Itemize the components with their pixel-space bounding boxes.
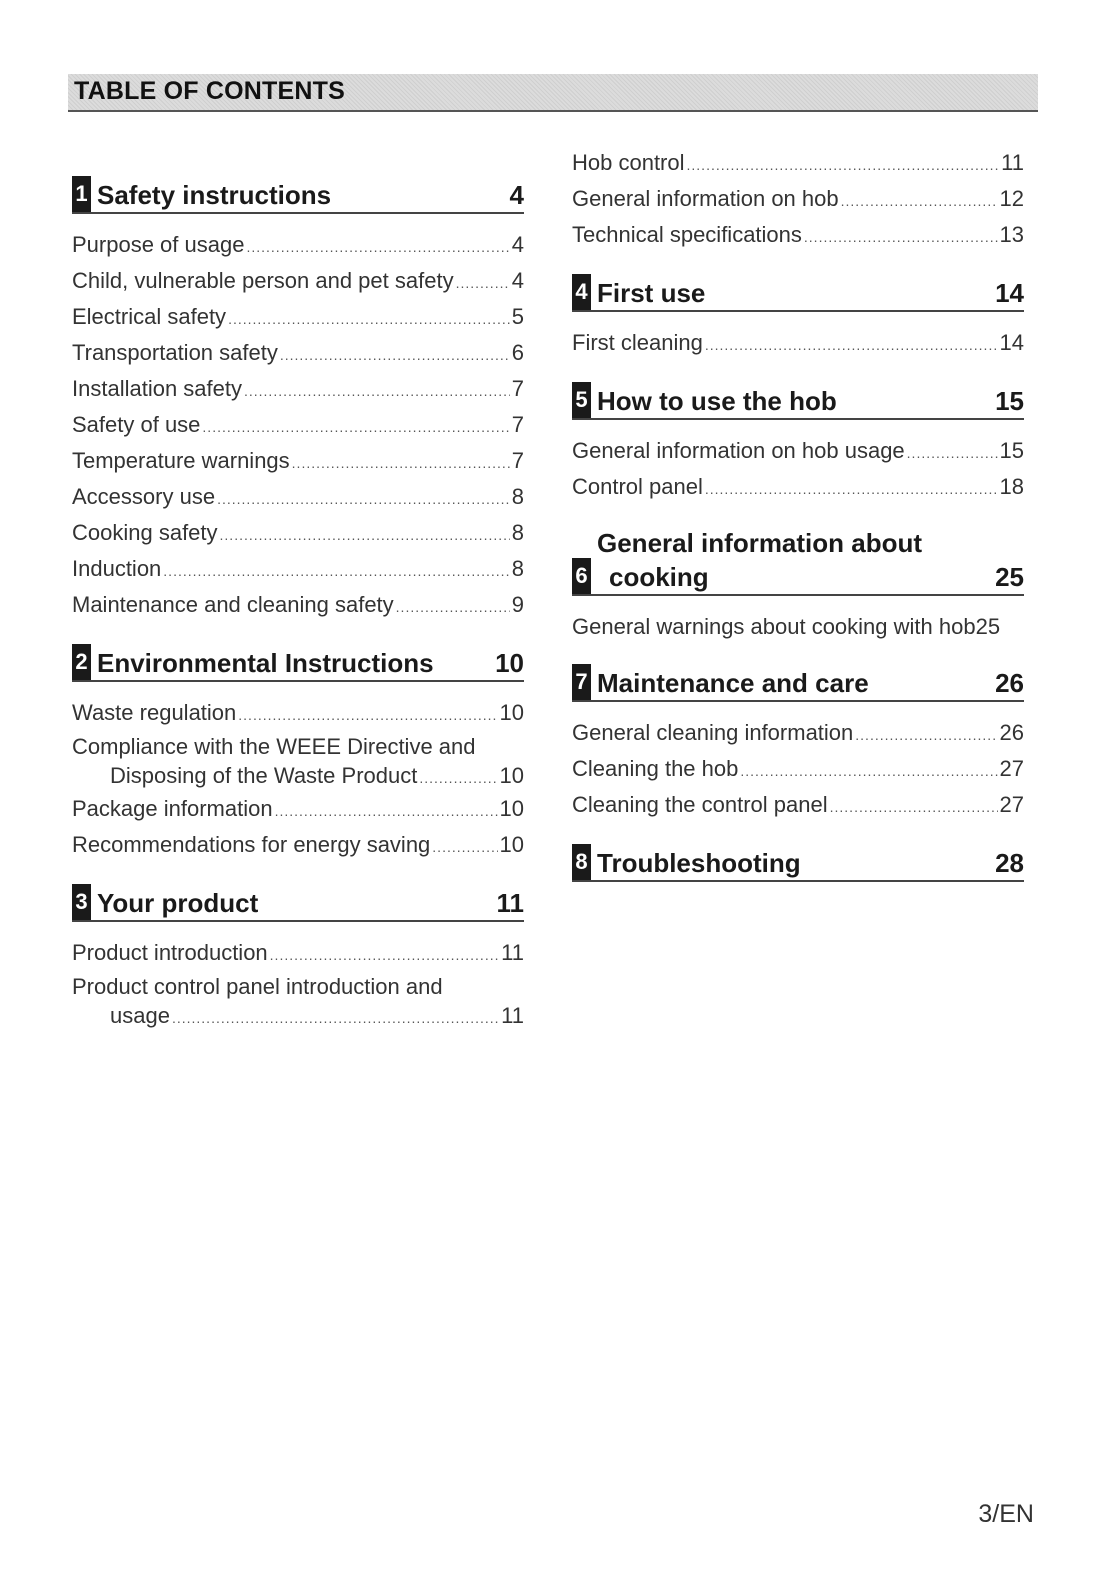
toc-entry[interactable]: [72, 408, 524, 444]
toc-entry[interactable]: [572, 182, 1024, 218]
section-page: 10: [495, 648, 524, 678]
toc-entry[interactable]: [572, 146, 1024, 182]
toc-continued-entries: [572, 146, 1024, 254]
leader-dots: [270, 936, 499, 972]
toc-entry-page: 11: [1001, 150, 1024, 175]
leader-dots: [228, 300, 510, 336]
section-number-badge: 8: [572, 844, 591, 880]
leader-dots: [705, 470, 998, 506]
left-column: [72, 176, 524, 1052]
leader-dots: [855, 716, 997, 752]
toc-section: [572, 526, 1024, 644]
toc-entry-text: Package information: [72, 796, 273, 821]
toc-entry-page: 18: [999, 474, 1024, 499]
section-page: 25: [995, 562, 1024, 592]
section-title: [97, 646, 487, 680]
toc-entry-text: Accessory use: [72, 484, 216, 509]
toc-entry-text: Compliance with the WEEE Directive and: [72, 734, 476, 759]
toc-entry[interactable]: [572, 434, 1024, 470]
section-page: 4: [509, 180, 524, 210]
section-number-badge: 5: [572, 382, 591, 418]
section-number-badge: 1: [72, 176, 91, 212]
toc-entry[interactable]: [72, 552, 524, 588]
section-title-line: Environmental Instructions: [97, 648, 434, 678]
toc-entry[interactable]: [72, 480, 524, 516]
toc-entry-text: Electrical safety: [72, 304, 227, 329]
toc-entry-text: General warnings about cooking with hob25: [572, 614, 1001, 639]
toc-entry-page: 8: [511, 556, 524, 581]
toc-entry[interactable]: [72, 732, 524, 792]
section-heading[interactable]: [72, 176, 524, 214]
toc-entry[interactable]: [572, 610, 1024, 644]
leader-dots: [246, 228, 509, 264]
toc-entry[interactable]: [572, 788, 1024, 824]
toc-section: [72, 176, 524, 624]
leader-dots: [705, 326, 998, 362]
leader-dots: [841, 182, 998, 218]
leader-dots: [280, 336, 510, 372]
toc-entry-text: Purpose of usage: [72, 232, 245, 257]
toc-entry[interactable]: [572, 752, 1024, 788]
toc-entry-text: Installation safety: [72, 376, 242, 401]
toc-entry-page: 4: [511, 268, 524, 293]
toc-entry[interactable]: [72, 588, 524, 624]
toc-entry-page: 10: [499, 700, 524, 725]
section-title-line: Maintenance and care: [597, 668, 869, 698]
toc-entry-text: Waste regulation: [72, 700, 237, 725]
toc-entry[interactable]: [72, 444, 524, 480]
toc-entry-page: 8: [511, 520, 524, 545]
toc-entry[interactable]: [572, 716, 1024, 752]
leader-dots: [163, 552, 509, 588]
toc-entry-text: Recommendations for energy saving: [72, 832, 431, 857]
section-title-line: First use: [597, 278, 706, 308]
section-title: [597, 666, 987, 700]
section-title-line: How to use the hob: [597, 386, 837, 416]
section-number-badge: 4: [572, 274, 591, 310]
section-title: [597, 276, 987, 310]
toc-entry-page: 11: [501, 1003, 524, 1028]
toc-entry-page: 10: [499, 763, 524, 788]
leader-dots: [432, 828, 497, 864]
section-title-line: General information about: [597, 528, 923, 558]
section-title-line: Safety instructions: [97, 180, 332, 210]
toc-entry-text: Temperature warnings: [72, 448, 290, 473]
toc-entry[interactable]: [72, 300, 524, 336]
toc-entry-page: 9: [511, 592, 524, 617]
leader-dots: [687, 146, 1000, 182]
right-column: [572, 146, 1024, 902]
toc-entry-page: 26: [999, 720, 1024, 745]
toc-entry[interactable]: [72, 372, 524, 408]
leader-dots: [830, 788, 998, 824]
leader-dots: [907, 434, 998, 470]
section-title: [597, 526, 987, 594]
toc-entry-text: Safety of use: [72, 412, 201, 437]
toc-section: [572, 664, 1024, 824]
toc-entry[interactable]: [72, 972, 524, 1032]
toc-entry[interactable]: [72, 336, 524, 372]
toc-entry[interactable]: [572, 470, 1024, 506]
leader-dots: [220, 516, 510, 552]
leader-dots: [217, 480, 510, 516]
toc-entry-continuation: [72, 1002, 524, 1032]
toc-entry-text: Hob control: [572, 150, 685, 175]
leader-dots: [172, 1002, 499, 1032]
toc-section: [572, 382, 1024, 506]
toc-entry-page: 12: [999, 186, 1024, 211]
toc-entry-page: 11: [501, 940, 524, 965]
toc-entry-text: Transportation safety: [72, 340, 278, 365]
toc-entry-text: Product introduction: [72, 940, 268, 965]
toc-entry[interactable]: [72, 228, 524, 264]
leader-dots: [804, 218, 998, 254]
leader-dots: [456, 264, 510, 300]
toc-entry-page: 10: [499, 832, 524, 857]
toc-entry-page: 4: [511, 232, 524, 257]
section-heading[interactable]: [572, 382, 1024, 420]
toc-entry-page: 7: [511, 412, 524, 437]
toc-section: [72, 644, 524, 864]
leader-dots: [202, 408, 509, 444]
section-number-badge: 6: [572, 558, 591, 594]
toc-entry-page: 7: [511, 376, 524, 401]
section-heading[interactable]: [72, 644, 524, 682]
leader-dots: [244, 372, 510, 408]
section-page: 15: [995, 386, 1024, 416]
toc-entry-page: 8: [511, 484, 524, 509]
leader-dots: [419, 762, 497, 792]
section-title-line-2: cooking: [609, 562, 709, 592]
toc-entry[interactable]: [572, 218, 1024, 254]
leader-dots: [396, 588, 510, 624]
section-page: 14: [995, 278, 1024, 308]
toc-entry-page: 13: [999, 222, 1024, 247]
section-heading[interactable]: [572, 274, 1024, 312]
toc-entry-text: Child, vulnerable person and pet safety: [72, 268, 454, 293]
toc-entry[interactable]: [72, 516, 524, 552]
toc-entry-text: First cleaning: [572, 330, 703, 355]
toc-entry-text: Induction: [72, 556, 162, 581]
section-title: [597, 846, 987, 880]
toc-entry-text: Cooking safety: [72, 520, 218, 545]
toc-entry[interactable]: [72, 264, 524, 300]
section-page: 11: [496, 888, 524, 918]
toc-entry-text: Maintenance and cleaning safety: [72, 592, 394, 617]
toc-entry-text: Technical specifications: [572, 222, 802, 247]
toc-entry-text: Product control panel introduction and: [72, 974, 443, 999]
toc-entry-text: General information on hob usage: [572, 438, 905, 463]
section-title-line: Troubleshooting: [597, 848, 801, 878]
toc-section: [572, 274, 1024, 362]
section-number-badge: 2: [72, 644, 91, 680]
page-number: 3/EN: [978, 1500, 1034, 1528]
toc-entry-text: General cleaning information: [572, 720, 854, 745]
toc-banner: [68, 74, 1038, 112]
section-number-badge: 3: [72, 884, 91, 920]
section-title: [97, 886, 489, 920]
toc-entry-page: 10: [499, 796, 524, 821]
toc-entry-page: 14: [999, 330, 1024, 355]
section-heading[interactable]: [572, 844, 1024, 882]
section-page: 28: [995, 848, 1024, 878]
section-heading[interactable]: [72, 884, 524, 922]
toc-entry-text: Cleaning the control panel: [572, 792, 828, 817]
toc-entry-page: 27: [999, 792, 1024, 817]
toc-entry-page: 27: [999, 756, 1024, 781]
toc-entry-page: 6: [511, 340, 524, 365]
section-heading[interactable]: [572, 664, 1024, 702]
toc-title: TABLE OF CONTENTS: [74, 77, 345, 105]
toc-entry-text: General information on hob: [572, 186, 839, 211]
toc-entry[interactable]: [572, 326, 1024, 362]
toc-entry[interactable]: [72, 828, 524, 864]
toc-section: [572, 844, 1024, 882]
section-title-line: Your product: [97, 888, 259, 918]
toc-entry-text-continued: Disposing of the Waste Product: [110, 763, 418, 788]
leader-dots: [238, 696, 497, 732]
toc-entry-continuation: [72, 762, 524, 792]
toc-entry[interactable]: [72, 696, 524, 732]
toc-entry-text-continued: usage: [110, 1003, 170, 1028]
section-page: 26: [995, 668, 1024, 698]
toc-entry[interactable]: [72, 792, 524, 828]
toc-entry-page: 15: [999, 438, 1024, 463]
toc-entry[interactable]: [72, 936, 524, 972]
section-title: [97, 178, 502, 212]
toc-entry-page: 5: [511, 304, 524, 329]
section-number-badge: 7: [572, 664, 591, 700]
toc-entry-text: Cleaning the hob: [572, 756, 739, 781]
leader-dots: [292, 444, 510, 480]
leader-dots: [275, 792, 498, 828]
leader-dots: [740, 752, 997, 788]
toc-entry-text: Control panel: [572, 474, 703, 499]
section-title: [597, 384, 987, 418]
section-heading[interactable]: [572, 526, 1024, 596]
toc-section: [72, 884, 524, 1032]
toc-entry-page: 7: [511, 448, 524, 473]
